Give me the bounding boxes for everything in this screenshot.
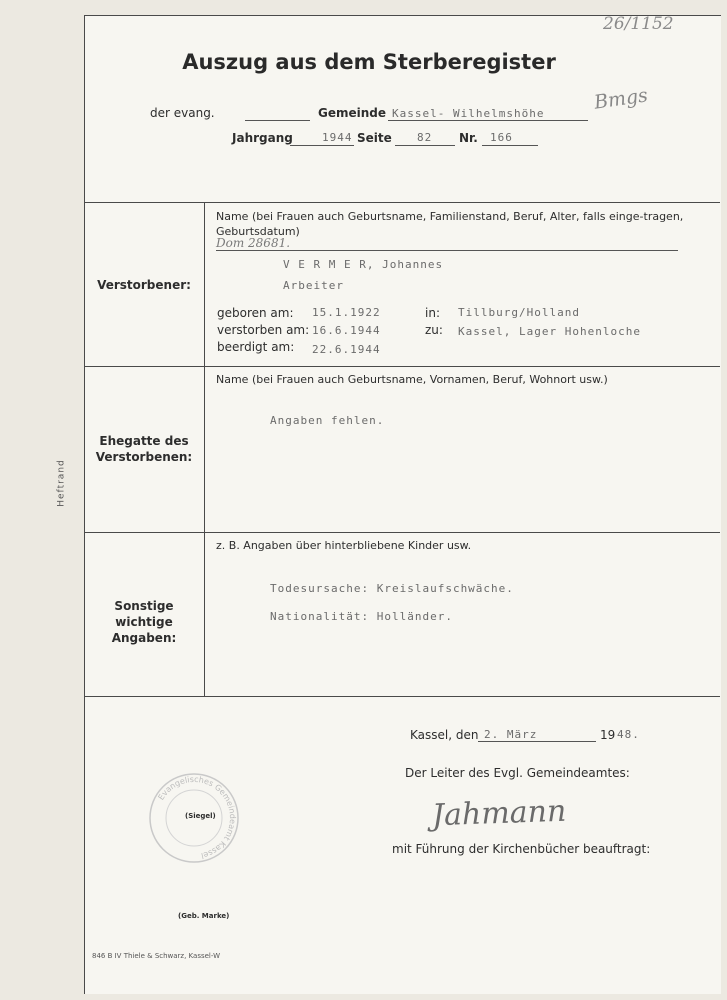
died-label: verstorben am: — [217, 323, 310, 337]
other-label-line1: Sonstige wichtige — [114, 599, 174, 629]
deceased-handwritten-number: Dom 28681. — [216, 236, 291, 250]
table-bottom-rule — [84, 696, 720, 697]
fee-stamp-label: (Geb. Marke) — [178, 912, 230, 920]
year-value: 48. — [617, 728, 640, 741]
born-place: Tillburg/Holland — [458, 306, 580, 319]
spouse-label-line1: Ehegatte des — [99, 434, 189, 448]
column-divider — [204, 202, 205, 696]
deceased-label: Verstorbener: — [97, 278, 191, 292]
spouse-instruction: Name (bei Frauen auch Geburtsname, Vornamen, Beruf, Wohnort usw.) — [216, 373, 608, 386]
table-top-rule — [84, 202, 720, 203]
cause-of-death: Todesursache: Kreislaufschwäche. — [270, 582, 514, 595]
commission-label: mit Führung der Kirchenbücher beauftragt: — [392, 842, 651, 856]
gemeinde-line — [388, 120, 588, 121]
gemeinde-label: Gemeinde — [318, 106, 387, 120]
nr-value: 166 — [490, 131, 513, 144]
born-in-label: in: — [425, 306, 440, 320]
died-date: 16.6.1944 — [312, 324, 381, 337]
nr-line — [482, 145, 538, 146]
archive-number: 26/1152 — [603, 14, 674, 34]
seal-ring-text: Evangelisches Gemeindeamt Kassel — [156, 774, 238, 861]
nationality: Nationalität: Holländer. — [270, 610, 453, 623]
deceased-occupation: Arbeiter — [283, 279, 344, 292]
buried-date: 22.6.1944 — [312, 343, 381, 356]
spouse-label-line2: Verstorbenen: — [95, 450, 193, 464]
gemeinde-value: Kassel- Wilhelmshöhe — [392, 107, 545, 120]
seite-label: Seite — [357, 131, 392, 145]
deceased-write-line — [216, 250, 678, 251]
handwritten-note: Bmgs — [592, 84, 650, 114]
leader-label: Der Leiter des Evgl. Gemeindeamtes: — [405, 766, 630, 780]
rule-after-spouse — [84, 532, 720, 533]
nr-label: Nr. — [459, 131, 478, 145]
deceased-instruction: Name (bei Frauen auch Geburtsname, Familienstand, Beruf, Alter, falls einge-tragen, Geburtsdatum) — [216, 210, 684, 238]
buried-label: beerdigt am: — [217, 340, 295, 354]
jahrgang-line — [290, 145, 354, 146]
printer-imprint: 846 B IV Thiele & Schwarz, Kassel-W — [92, 952, 221, 960]
margin-label: Heftrand — [56, 459, 67, 507]
seal-label: (Siegel) — [185, 812, 216, 820]
seite-line — [395, 145, 455, 146]
evang-blank-line — [245, 120, 310, 121]
spouse-label — [88, 433, 200, 465]
jahrgang-value: 1944 — [322, 131, 353, 144]
signature: Jahmann — [431, 793, 567, 834]
seite-value: 82 — [417, 131, 433, 144]
evang-label: der evang. — [150, 106, 215, 120]
spouse-value: Angaben fehlen. — [270, 414, 385, 427]
jahrgang-label: Jahrgang — [232, 131, 293, 145]
born-label: geboren am: — [217, 306, 294, 320]
date-line — [478, 741, 596, 742]
born-date: 15.1.1922 — [312, 306, 381, 319]
place-label: Kassel, den — [410, 728, 479, 742]
died-in-label: zu: — [425, 323, 443, 337]
other-label-line2: Angaben: — [111, 631, 177, 645]
page-title: Auszug aus dem Sterberegister — [182, 50, 556, 74]
rule-after-deceased — [84, 366, 720, 367]
other-instruction: z. B. Angaben über hinterbliebene Kinder usw. — [216, 539, 472, 552]
year-prefix: 19 — [600, 728, 616, 742]
other-label — [86, 598, 202, 646]
died-place: Kassel, Lager Hohenloche — [458, 325, 641, 338]
date-value: 2. März — [484, 728, 538, 741]
deceased-name: V E R M E R, Johannes — [283, 258, 444, 271]
